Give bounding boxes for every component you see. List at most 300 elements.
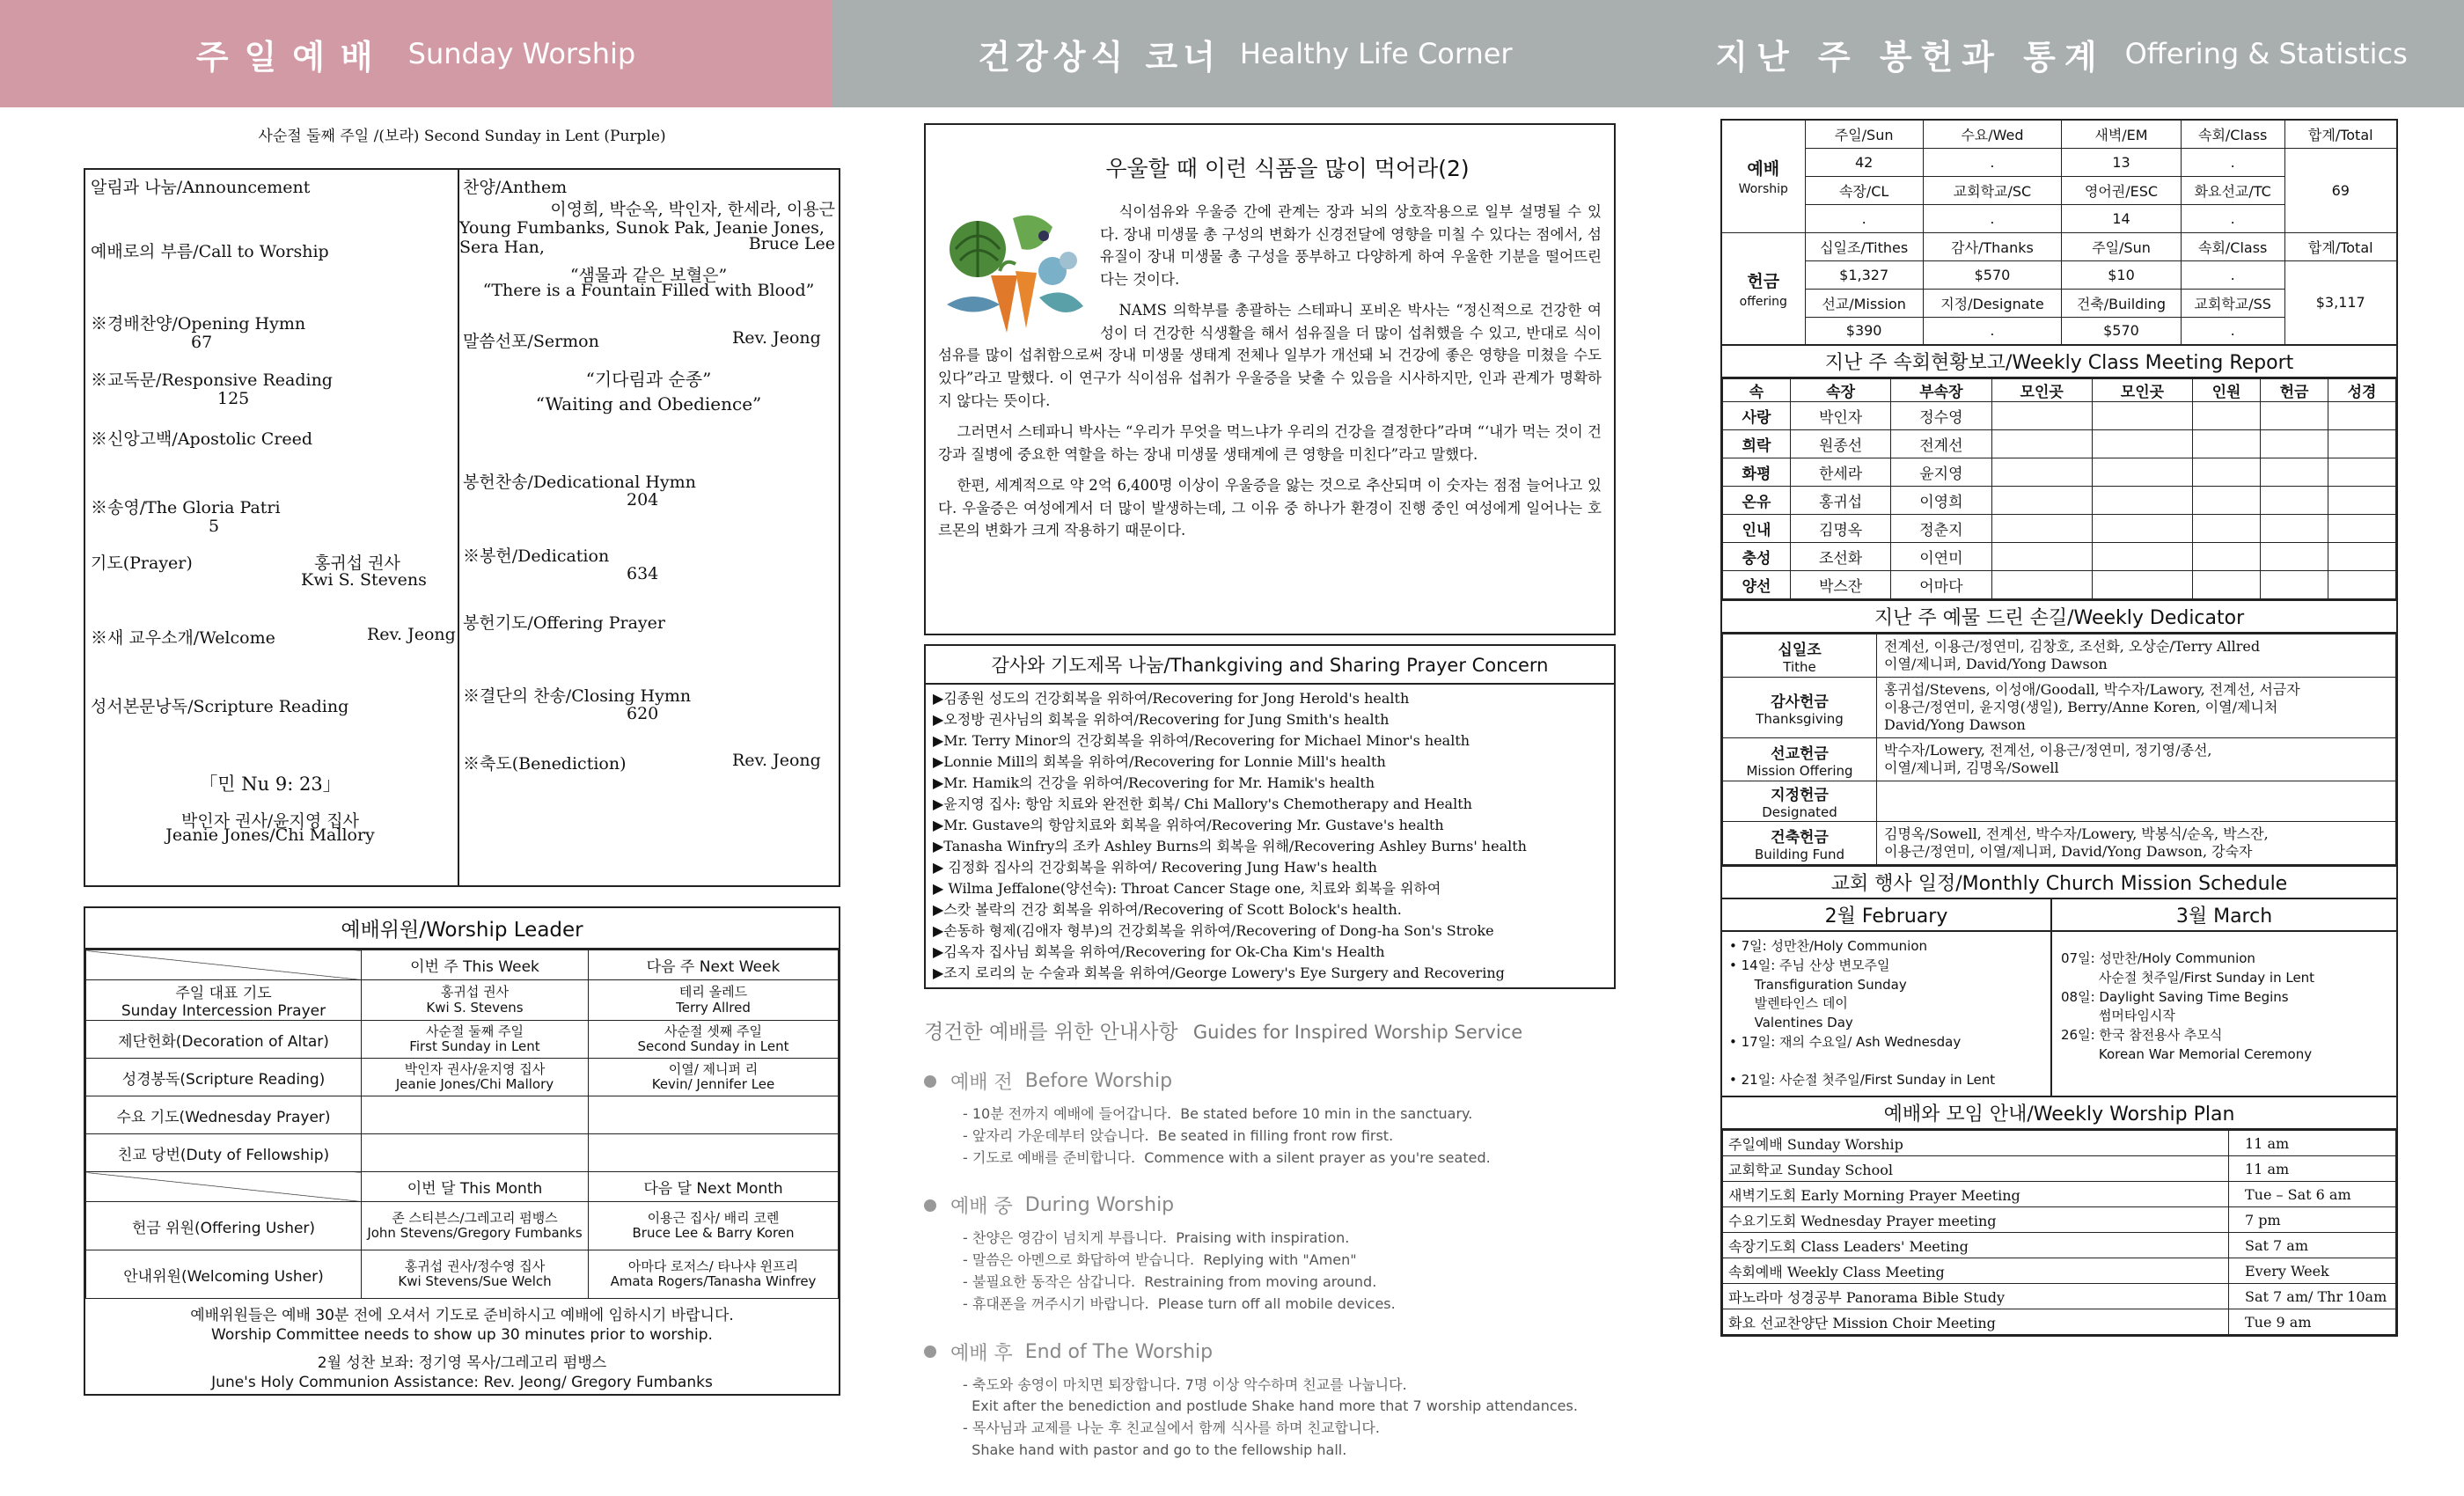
dedicator-label-ko: 선교헌금: [1771, 744, 1829, 763]
worship-total: 69: [2284, 148, 2397, 232]
this-week-header: 이번 주 This Week: [362, 950, 589, 980]
dedicator-label-en: Tithe: [1783, 658, 1816, 675]
before-ko: 예배 전: [950, 1072, 1013, 1094]
class-cell: [2092, 515, 2192, 543]
class-cell: 전계선: [1891, 430, 1991, 458]
sermon-title-en: “Waiting and Obedience”: [535, 393, 762, 414]
h-oss: 교회학교/SS: [2181, 289, 2284, 317]
offering-total: $3,117: [2284, 260, 2397, 345]
prayer-concern-title: 감사와 기도제목 나눔/Thankgiving and Sharing Prayer Concern: [926, 646, 1614, 685]
class-cell: [2261, 543, 2328, 571]
closing-hymn-no: 620: [627, 704, 659, 723]
health-header-ko: 건강상식 코너: [978, 37, 1221, 77]
dedicator-names: [1877, 781, 2396, 822]
guide-item: - 기도로 예배를 준비합니다. Commence with a silent prayer as you're seated.: [963, 1148, 1491, 1166]
prayer-item: ▶윤지영 집사: 항암 치료와 완전한 회복/ Chi Mallory's Chemotherapy and Health: [933, 796, 1472, 812]
diag-cell: [86, 950, 362, 980]
anthem-title-en: “There is a Fountain Filled with Blood”: [482, 281, 815, 300]
leader-this: 홍귀섭 권사/정수영 집사 Kwi Stevens/Sue Welch: [362, 1250, 589, 1299]
health-article: [924, 123, 1616, 635]
h-oclass: 속회/Class: [2181, 232, 2284, 260]
guide-item: - 앞자리 가운데부터 앉습니다. Be seated in filling front row first.: [963, 1126, 1394, 1144]
article-p3: 그러면서 스테파니 박사는 “우리가 무엇을 먹느냐가 우리의 건강을 결정한다”라며 “‘내가 먹는 것이 건강과 질병에 중요한 역할을 하는 장내 미생물 생태계에 큰 영향을 미친다”라고 말했다.: [938, 423, 1602, 463]
article-p2: NAMS 의학부를 총괄하는 스테파니 포비온 박사는 “정신적으로 건강한 여성이 더 건강한 식생활을 해서 섬유질을 더 많이 섭취했을 수 있고, 반대로 식이섬유를 많이 섭취함으로써 장내 미생물 생태계 전체나 일부가 개선돼 뇌 건강에 좋은 영향을 미쳤을 수도 있다”라고 말했다. 이 연구가 식이섬유 섭취가 우울증을 낮출 수 있음을 시사하지만, 인과 관계가 명확하지 않다는 뜻이다.: [938, 302, 1602, 409]
bullet-icon: [924, 1346, 936, 1358]
h-tc: 화요선교/TC: [2181, 176, 2284, 204]
h-osun: 주일/Sun: [2062, 232, 2182, 260]
leader-next: 이열/ 제니퍼 리 Kevin/ Jennifer Lee: [589, 1059, 839, 1096]
plan-event: 파노라마 성경공부 Panorama Bible Study: [1723, 1284, 2229, 1309]
february-col: [1722, 899, 2052, 1096]
v-tc: .: [2181, 204, 2284, 232]
during-list: [924, 1228, 1616, 1315]
dedicator-label-en: Designated: [1762, 804, 1837, 820]
article-p4: 한편, 세계적으로 약 2억 6,400명 이상이 우울증을 앓는 것으로 추산되며 이 숫자는 점점 늘어나고 있다. 우울증은 여성에게서 더 많이 발생하는데, 그 이유 중 하나가 환경이 진행 중인 여성에게 일어나는 호르몬의 변화가 크게 작용하기 때문이다.: [938, 477, 1602, 539]
class-cell: [2193, 402, 2261, 430]
dedicational-hymn-no: 204: [627, 490, 659, 510]
plan-event: 속회예배 Weekly Class Meeting: [1723, 1258, 2229, 1284]
scripture-reading: 성서본문낭독/Scripture Reading: [91, 697, 349, 716]
leader-row: [86, 1096, 839, 1134]
plan-time: Tue – Sat 6 am: [2229, 1182, 2396, 1207]
class-row: [1723, 571, 2396, 599]
class-cell: [2261, 515, 2328, 543]
class-cell: [2261, 458, 2328, 487]
class-header: 모인곳: [1991, 379, 2092, 402]
h-esc: 영어권/ESC: [2062, 176, 2182, 204]
worship-column: [84, 123, 840, 1396]
prayer-item: ▶Tanasha Winfry의 조카 Ashley Burns의 회복을 위해/Recovering Ashley Burns' health: [933, 838, 1527, 854]
class-cell: [2328, 458, 2395, 487]
leader-notes: [85, 1299, 839, 1394]
guide-item: - 축도와 송영이 마치면 퇴장합니다. 7명 이상 악수하며 친교를 나눕니다.: [963, 1375, 1407, 1393]
prayer-item: ▶ Wilma Jeffalone(양선숙): Throat Cancer Stage one, 치료와 회복을 위하여: [933, 880, 1441, 897]
schedule-box: [1720, 867, 2398, 1097]
welcome: ※새 교우소개/Welcome: [91, 628, 275, 648]
leader-label: 성경봉독(Scripture Reading): [86, 1059, 362, 1096]
plan-time: Tue 9 am: [2229, 1309, 2396, 1335]
during-worship-heading: [924, 1192, 1616, 1219]
schedule-body: [1722, 899, 2396, 1096]
worship-subtitle: 사순절 둘째 주일 /(보라) Second Sunday in Lent (Purple): [258, 128, 666, 145]
responsive-reading: ※교독문/Responsive Reading: [91, 370, 333, 390]
h-total: 합계/Total: [2284, 120, 2397, 148]
h-em: 새벽/EM: [2062, 120, 2182, 148]
anthem-singers-en2: Bruce Lee: [748, 234, 835, 253]
closing-hymn: ※결단의 찬송/Closing Hymn: [463, 686, 692, 706]
guide-item: - 휴대폰을 꺼주시기 바랍니다. Please turn off all mobile devices.: [963, 1294, 1396, 1312]
class-cell: [2092, 458, 2192, 487]
offering-header-en: Offering & Statistics: [2124, 37, 2408, 70]
offering-stats-table: [1720, 119, 2398, 346]
vegetable-illustration: [938, 201, 1088, 341]
dedicator-row: [1723, 738, 2396, 781]
leader-label: 수요 기도(Wednesday Prayer): [86, 1096, 362, 1134]
bullet-icon: [924, 1075, 936, 1088]
leader-this: 사순절 둘째 주일 First Sunday in Lent: [362, 1021, 589, 1059]
worship-label: 예배 Worship: [1721, 120, 1805, 232]
class-cell: 희락: [1723, 430, 1791, 458]
class-cell: 충성: [1723, 543, 1791, 571]
v-class: .: [2181, 148, 2284, 176]
dedicator-table: [1722, 634, 2396, 865]
leader-row: [86, 1134, 839, 1172]
sermon: 말씀선포/Sermon: [463, 332, 599, 351]
leader-label: 친교 당번(Duty of Fellowship): [86, 1134, 362, 1172]
bullet-icon: [924, 1199, 936, 1212]
leader-row: [86, 980, 839, 1021]
v-thanks: $570: [1923, 260, 2061, 289]
health-header: [832, 0, 1659, 107]
plan-row: [1723, 1156, 2396, 1182]
class-row: [1723, 487, 2396, 515]
leader-label: 주일 대표 기도 Sunday Intercession Prayer: [86, 980, 362, 1021]
plan-box: [1720, 1097, 2398, 1337]
guides-title: [924, 1016, 1616, 1045]
class-cell: [1991, 515, 2092, 543]
next-week-header: 다음 주 Next Week: [589, 950, 839, 980]
class-cell: [2328, 571, 2395, 599]
call-to-worship: 예배로의 부름/Call to Worship: [91, 242, 329, 261]
before-list: [924, 1104, 1616, 1169]
plan-table: [1722, 1130, 2396, 1335]
dedication: ※봉헌/Dedication: [463, 546, 610, 566]
class-header: 헌금: [2261, 379, 2328, 402]
sermon-title-ko: “기다림과 순종”: [585, 369, 712, 390]
plan-row: [1723, 1309, 2396, 1335]
february-list: • 7일: 성만찬/Holy Communion • 14일: 주님 산상 변모주일 Transfiguration Sunday 발렌타인스 데이 Valentines Day • 17일: 재의 수요일/ Ash Wednesday • 21일: 사순절 첫주일/First Sunday in Lent: [1729, 938, 1996, 1089]
class-row: [1723, 430, 2396, 458]
offering-prayer: 봉헌기도/Offering Prayer: [463, 613, 665, 633]
class-cell: [2193, 430, 2261, 458]
offering-header: [1659, 0, 2464, 107]
class-cell: [1991, 430, 2092, 458]
dedicator-label: [1723, 781, 1877, 822]
offering-header-ko: 지난 주 봉헌과 통계: [1715, 37, 2106, 77]
leader-this: 존 스티븐스/그레고리 펌뱅스 John Stevens/Gregory Fumbanks: [362, 1202, 589, 1250]
announcement: 알림과 나눔/Announcement: [91, 178, 311, 197]
class-cell: 사랑: [1723, 402, 1791, 430]
plan-time: Sat 7 am/ Thr 10am: [2229, 1284, 2396, 1309]
dedicator-label-en: Mission Offering: [1746, 762, 1853, 779]
v-mission: $390: [1805, 317, 1923, 345]
h-build: 건축/Building: [2062, 289, 2182, 317]
class-cell: 조선화: [1790, 543, 1890, 571]
anthem-singers-en1: Young Fumbanks, Sunok Pak, Jeanie Jones, Sera Han,: [459, 218, 825, 257]
anthem: 찬양/Anthem: [463, 178, 568, 197]
class-cell: [2092, 571, 2192, 599]
note3: 2월 성찬 보좌: 정기영 목사/그레고리 펌뱅스: [317, 1354, 607, 1373]
during-en: During Worship: [1024, 1194, 1175, 1217]
dedicator-box: [1720, 601, 2398, 867]
plan-time: 11 am: [2229, 1156, 2396, 1182]
schedule-title: 교회 행사 일정/Monthly Church Mission Schedule: [1722, 867, 2396, 899]
plan-event: 화요 선교찬양단 Mission Choir Meeting: [1723, 1309, 2229, 1335]
prayer-concern-list: [926, 685, 1614, 987]
dedicator-label: [1723, 678, 1877, 738]
guide-item: Shake hand with pastor and go to the fellowship hall.: [963, 1441, 1347, 1458]
apostolic-creed: ※신앙고백/Apostolic Creed: [91, 429, 313, 449]
h-tithes: 십일조/Tithes: [1805, 232, 1923, 260]
prayer-item: ▶오정방 권사님의 회복을 위하여/Recovering for Jung Smith's health: [933, 711, 1390, 728]
note1: 예배위원들은 예배 30분 전에 오셔서 기도로 준비하시고 예배에 임하시기 바랍니다.: [190, 1307, 734, 1324]
article-p1: 식이섬유와 우울증 간에 관계는 장과 뇌의 상호작용으로 일부 설명될 수 있다. 장내 미생물 총 구성의 변화가 신경전달에 영향을 미칠 수 있다는 점에서, 섬유질이 장내 미생물 총 구성을 풍부하고 다양하게 하여 우울한 기분을 떨어뜨린다는 것이다.: [1100, 203, 1602, 288]
plan-row: [1723, 1207, 2396, 1233]
class-header: 성경: [2328, 379, 2395, 402]
class-cell: 화평: [1723, 458, 1791, 487]
guide-item: - 말씀은 아멘으로 화답하여 받습니다. Replying with "Amen": [963, 1251, 1357, 1269]
prayer-item: ▶손동하 형제(김애자 형부)의 건강회복을 위하여/Recovering of Dong-ha Son's Stroke: [933, 922, 1494, 939]
prayer-item: ▶Mr. Hamik의 건강을 위하여/Recovering for Mr. Hamik's health: [933, 774, 1375, 791]
plan-time: 7 pm: [2229, 1207, 2396, 1233]
h-mission: 선교/Mission: [1805, 289, 1923, 317]
leader-next: [589, 1096, 839, 1134]
worship-header: [0, 0, 832, 107]
order-of-worship: [84, 168, 840, 887]
scripture-readers-en: Jeanie Jones/Chi Mallory: [165, 825, 375, 845]
h-thanks: 감사/Thanks: [1923, 232, 2061, 260]
sermon-by: Rev. Jeong: [732, 328, 821, 348]
class-report-title: 지난 주 속회현황보고/Weekly Class Meeting Report: [1722, 346, 2396, 378]
after-worship-heading: [924, 1338, 1616, 1366]
dedicator-row: [1723, 678, 2396, 738]
leader-row: [86, 1021, 839, 1059]
before-en: Before Worship: [1024, 1070, 1173, 1092]
plan-event: 교회학교 Sunday School: [1723, 1156, 2229, 1182]
class-header: 부속장: [1891, 379, 1991, 402]
gloria-no: 5: [209, 517, 220, 536]
v-tithes: $1,327: [1805, 260, 1923, 289]
february-header: 2월 February: [1722, 899, 2050, 932]
h-wed: 수요/Wed: [1923, 120, 2061, 148]
class-cell: [2328, 487, 2395, 515]
class-cell: 어마다: [1891, 571, 1991, 599]
class-cell: 정수영: [1891, 402, 1991, 430]
v-esc: 14: [2062, 204, 2182, 232]
class-cell: [1991, 571, 2092, 599]
v-build: $570: [2062, 317, 2182, 345]
h-sc: 교회학교/SC: [1923, 176, 2061, 204]
dedicational-hymn: 봉헌찬송/Dedicational Hymn: [463, 473, 696, 492]
worship-header-ko: 주일예배: [195, 37, 389, 77]
leader-label: 제단헌화(Decoration of Altar): [86, 1021, 362, 1059]
dedicator-names: 홍귀섭/Stevens, 이성애/Goodall, 박수자/Lawory, 전계선, 서금자 이용근/정연미, 윤지영(생일), Berry/Anne Koren, 이열/제니처 David/Yong Dawson: [1877, 678, 2396, 738]
class-row: [1723, 543, 2396, 571]
scripture-ref: 「민 Nu 9: 23」: [199, 774, 341, 795]
leader-this: 홍귀섭 권사 Kwi S. Stevens: [362, 980, 589, 1021]
class-cell: 이영희: [1891, 487, 1991, 515]
class-cell: [2092, 487, 2192, 515]
leader-label: 헌금 위원(Offering Usher): [86, 1202, 362, 1250]
leader-next: 사순절 셋째 주일 Second Sunday in Lent: [589, 1021, 839, 1059]
dedicator-title: 지난 주 예물 드린 손길/Weekly Dedicator: [1722, 601, 2396, 634]
order-right: [459, 170, 839, 885]
order-left: [85, 170, 459, 885]
leader-next: 테리 올레드 Terry Allred: [589, 980, 839, 1021]
plan-row: [1723, 1258, 2396, 1284]
offering-label: 헌금 offering: [1721, 232, 1805, 345]
march-list: 07일: 성만찬/Holy Communion 사순절 첫주일/First Sunday in Lent 08일: Daylight Saving Time Begins 썸머타임시작 26일: 한국 참전용사 추모식 Korean War Memorial Ceremony: [2061, 950, 2315, 1062]
h-class: 속회/Class: [2181, 120, 2284, 148]
note4: June's Holy Communion Assistance: Rev. Jeong/ Gregory Fumbanks: [211, 1374, 713, 1392]
march-col: [2052, 899, 2396, 1096]
plan-row: [1723, 1131, 2396, 1156]
worship-guides: [924, 1016, 1616, 1462]
anthem-title-ko: “샘물과 같은 보혈은”: [569, 266, 728, 285]
opening-hymn: ※경배찬양/Opening Hymn: [91, 314, 306, 334]
class-cell: 홍귀섭: [1790, 487, 1890, 515]
dedicator-label-en: Thanksgiving: [1756, 710, 1844, 727]
class-row: [1723, 402, 2396, 430]
dedicator-label: [1723, 738, 1877, 781]
plan-event: 수요기도회 Wednesday Prayer meeting: [1723, 1207, 2229, 1233]
class-cell: 원종선: [1790, 430, 1890, 458]
dedicator-row: [1723, 634, 2396, 678]
prayer-item: ▶Mr. Gustave의 항암치료와 회복을 위하여/Recovering Mr. Gustave's health: [933, 817, 1444, 833]
prayer-item: ▶Lonnie Mill의 회복을 위하여/Recovering for Lonnie Mill's health: [933, 753, 1386, 770]
leader-next: 이용근 집사/ 배리 코렌 Bruce Lee & Barry Koren: [589, 1202, 839, 1250]
before-worship-heading: [924, 1067, 1616, 1095]
leader-next: [589, 1134, 839, 1172]
class-cell: [2193, 571, 2261, 599]
class-cell: [2092, 430, 2192, 458]
dedicator-label: [1723, 822, 1877, 865]
plan-event: 속장기도회 Class Leaders' Meeting: [1723, 1233, 2229, 1258]
class-cell: [2193, 515, 2261, 543]
scripture-readers-ko: 박인자 권사/윤지영 집사: [180, 811, 360, 831]
v-sc: .: [1923, 204, 2061, 232]
v-wed: .: [1923, 148, 2061, 176]
plan-time: Every Week: [2229, 1258, 2396, 1284]
class-header: 모인곳: [2092, 379, 2192, 402]
class-cell: [1991, 402, 2092, 430]
plan-row: [1723, 1284, 2396, 1309]
class-row: [1723, 458, 2396, 487]
class-cell: 양선: [1723, 571, 1791, 599]
after-list: [924, 1375, 1616, 1462]
this-month-header: 이번 달 This Month: [362, 1172, 589, 1202]
class-cell: [2261, 487, 2328, 515]
class-report-box: [1720, 346, 2398, 601]
class-cell: 박인자: [1790, 402, 1890, 430]
plan-row: [1723, 1182, 2396, 1207]
class-cell: 인내: [1723, 515, 1791, 543]
prayer-item: ▶Mr. Terry Minor의 건강회복을 위하여/Recovering for Michael Minor's health: [933, 732, 1470, 749]
guide-item: Exit after the benediction and postlude Shake hand more that 7 worship attendances.: [963, 1397, 1578, 1415]
note2: Worship Committee needs to show up 30 minutes prior to worship.: [211, 1326, 713, 1345]
dedicator-names: 전계선, 이용근/정연미, 김창호, 조선화, 오상순/Terry Allred 이열/제니퍼, David/Yong Dawson: [1877, 634, 2396, 678]
benediction: ※축도(Benediction): [463, 754, 627, 774]
h-ototal: 합계/Total: [2284, 232, 2397, 260]
class-row: [1723, 515, 2396, 543]
worship-leader-box: [84, 906, 840, 1396]
class-cell: [2261, 430, 2328, 458]
leader-label: 안내위원(Welcoming Usher): [86, 1250, 362, 1299]
prayer-item: ▶조지 로리의 눈 수술과 회복을 위하여/George Lowery's Eye Surgery and Recovering: [933, 964, 1505, 981]
h-cl: 속장/CL: [1805, 176, 1923, 204]
responsive-no: 125: [217, 389, 250, 408]
prayer: 기도(Prayer): [91, 554, 193, 573]
class-cell: [2092, 543, 2192, 571]
class-cell: [2193, 458, 2261, 487]
prayer-item: ▶ 김정화 집사의 건강회복을 위하여/ Recovering Jung Haw's health: [933, 859, 1377, 876]
health-header-en: Healthy Life Corner: [1239, 37, 1513, 70]
plan-title: 예배와 모임 안내/Weekly Worship Plan: [1722, 1097, 2396, 1130]
dedicator-label-ko: 건축헌금: [1771, 828, 1829, 847]
dedicator-row: [1723, 781, 2396, 822]
class-header: 인원: [2193, 379, 2261, 402]
leader-row: [86, 1059, 839, 1096]
class-cell: [2261, 571, 2328, 599]
leader-this: 박인자 권사/윤지영 집사 Jeanie Jones/Chi Mallory: [362, 1059, 589, 1096]
next-month-header: 다음 달 Next Month: [589, 1172, 839, 1202]
prayer-item: ▶김종원 성도의 건강회복을 위하여/Recovering for Jong Herold's health: [933, 690, 1410, 707]
dedicator-names: 박수자/Lowery, 전계선, 이용근/정연미, 정기영/종선, 이열/제니퍼, 김명옥/Sowell: [1877, 738, 2396, 781]
welcome-by: Rev. Jeong: [367, 625, 456, 644]
class-cell: [2328, 543, 2395, 571]
class-header: 속: [1723, 379, 1791, 402]
class-cell: [2193, 487, 2261, 515]
guide-item: - 찬양은 영감이 넘치게 부릅니다. Praising with inspiration.: [963, 1229, 1350, 1247]
guides-title-ko: 경건한 예배를 위한 안내사항: [924, 1021, 1178, 1044]
prayer-item: ▶스캇 볼락의 건강 회복을 위하여/Recovering of Scott Bolock's health.: [933, 901, 1402, 918]
v-oss: .: [2181, 317, 2284, 345]
class-cell: [2261, 402, 2328, 430]
class-report-table: [1722, 378, 2396, 599]
dedicator-label-ko: 십일조: [1778, 641, 1822, 659]
plan-event: 주일예배 Sunday Worship: [1723, 1131, 2229, 1156]
guide-item: - 목사님과 교제를 나눈 후 친교실에서 함께 식사를 하며 친교합니다.: [963, 1419, 1380, 1437]
class-cell: 김명옥: [1790, 515, 1890, 543]
class-cell: 박스잔: [1790, 571, 1890, 599]
class-cell: 정춘지: [1891, 515, 1991, 543]
dedicator-names: 김명옥/Sowell, 전계선, 박수자/Lowery, 박봉식/순옥, 박스잔, 이용근/정연미, 이열/제니퍼, David/Yong Dawson, 강숙자: [1877, 822, 2396, 865]
v-cl: .: [1805, 204, 1923, 232]
article-title: 우울할 때 이런 식품을 많이 먹어라(2): [1105, 156, 1470, 181]
march-header: 3월 March: [2052, 899, 2396, 932]
prayer-name-en: Kwi S. Stevens: [301, 570, 427, 590]
diag-cell-2: [86, 1172, 362, 1202]
v-em: 13: [2062, 148, 2182, 176]
during-ko: 예배 중: [950, 1196, 1013, 1219]
class-cell: [2328, 402, 2395, 430]
dedication-no: 634: [627, 564, 659, 583]
class-cell: [1991, 487, 2092, 515]
class-cell: [1991, 543, 2092, 571]
anthem-singers-ko: 이영희, 박순옥, 박인자, 한세라, 이용근: [550, 200, 835, 219]
h-desig: 지정/Designate: [1923, 289, 2061, 317]
class-cell: [1991, 458, 2092, 487]
benediction-by: Rev. Jeong: [732, 751, 821, 770]
class-header: 속장: [1790, 379, 1890, 402]
prayer-name-ko: 홍귀섭 권사: [314, 554, 400, 573]
leader-row: [86, 1250, 839, 1299]
v-desig: .: [1923, 317, 2061, 345]
class-cell: 윤지영: [1891, 458, 1991, 487]
statistics-column: [1720, 119, 2398, 1337]
prayer-item: ▶김옥자 집사님 회복을 위하여/Recovering for Ok-Cha Kim's Health: [933, 943, 1385, 960]
leader-this: [362, 1096, 589, 1134]
v-oclass: .: [2181, 260, 2284, 289]
prayer-concern-box: [924, 644, 1616, 989]
guides-title-en: Guides for Inspired Worship Service: [1192, 1022, 1523, 1043]
article-body: [938, 201, 1602, 542]
plan-event: 새벽기도회 Early Morning Prayer Meeting: [1723, 1182, 2229, 1207]
class-cell: 온유: [1723, 487, 1791, 515]
class-cell: [2328, 515, 2395, 543]
guide-item: - 불필요한 동작은 삼갑니다. Restraining from moving around.: [963, 1272, 1377, 1290]
worship-header-en: Sunday Worship: [407, 37, 636, 70]
